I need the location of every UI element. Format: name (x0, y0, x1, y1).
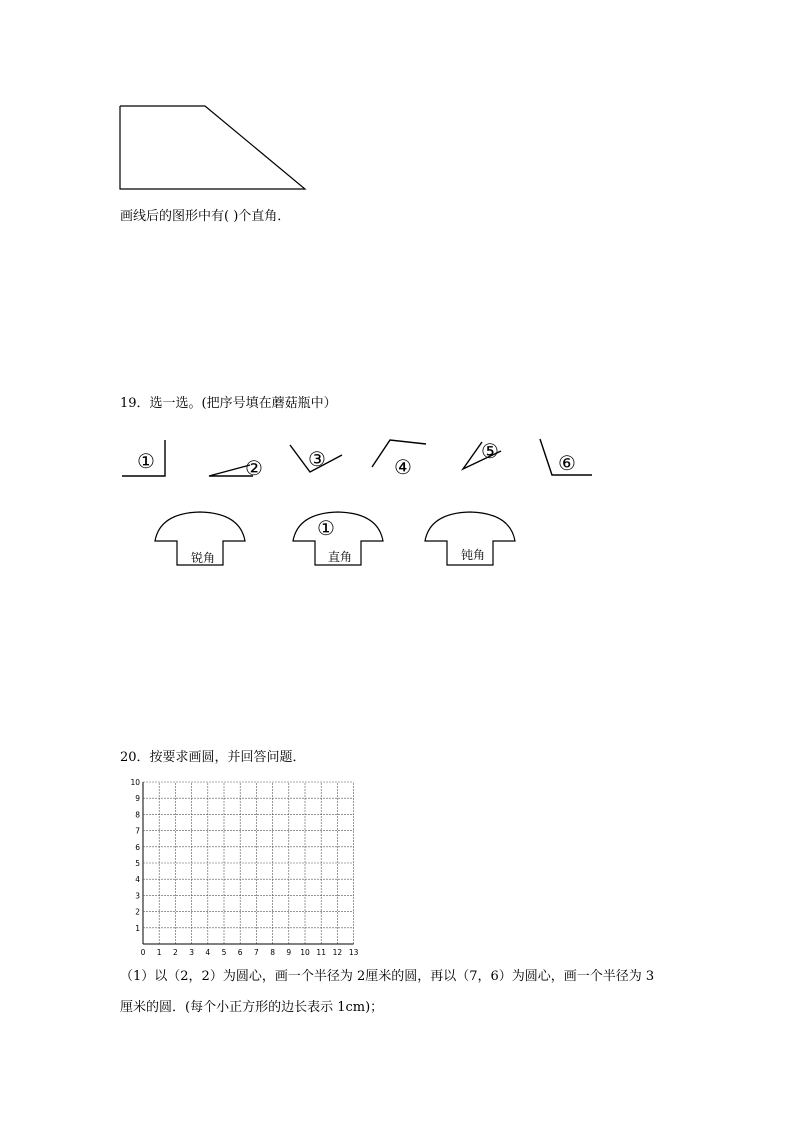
y-tick-label: 7 (135, 826, 140, 836)
y-axis-tick-labels (130, 778, 140, 933)
angle-figures (110, 430, 610, 490)
x-tick-label: 4 (205, 948, 211, 957)
y-tick-label: 3 (135, 891, 140, 901)
angle-3-label: ③ (308, 447, 326, 471)
angle-4[interactable] (372, 440, 426, 479)
angle-1-label: ① (137, 449, 155, 473)
angle-6[interactable] (540, 439, 592, 475)
trapezoid-figure (110, 95, 320, 200)
x-tick-label: 3 (189, 948, 194, 957)
mushroom-obtuse-label: 钝角 (460, 548, 486, 562)
y-tick-label: 10 (130, 778, 140, 787)
x-tick-label: 0 (140, 948, 146, 957)
angle-6-label: ⑥ (558, 451, 576, 475)
x-tick-label: 12 (332, 948, 343, 957)
q18-caption: 画线后的图形中有( )个直角． (120, 209, 291, 224)
y-tick-label: 1 (135, 923, 140, 933)
x-tick-label: 8 (270, 948, 275, 957)
y-tick-label: 8 (135, 810, 140, 820)
angle-4-label: ④ (394, 455, 412, 479)
y-tick-label: 9 (135, 794, 140, 804)
mushroom-acute-label: 锐角 (190, 551, 216, 565)
mushroom-right[interactable] (293, 512, 383, 565)
coordinate-grid[interactable] (128, 774, 364, 960)
x-tick-label: 6 (237, 948, 243, 957)
angle-3[interactable] (290, 445, 342, 472)
q20-instruction-line1: （1）以（2，2）为圆心，画一个半径为 2厘米的圆，再以（7，6）为圆心，画一个半径为 3 (120, 969, 655, 984)
y-tick-label: 2 (135, 907, 140, 917)
q19-title: 19．选一选。(把序号填在蘑菇瓶中） (120, 396, 337, 411)
x-tick-label: 10 (300, 948, 310, 957)
x-tick-label: 7 (254, 948, 259, 957)
y-tick-label: 5 (135, 859, 140, 868)
angle-2[interactable] (209, 456, 263, 480)
mushroom-obtuse[interactable] (425, 512, 515, 565)
x-tick-label: 9 (286, 948, 292, 957)
x-tick-label: 1 (156, 948, 162, 957)
mushroom-right-label: 直角 (327, 550, 353, 564)
mushroom-acute[interactable] (155, 512, 245, 565)
x-tick-label: 13 (348, 948, 359, 957)
mushroom-right-answer: ① (317, 516, 335, 540)
angle-2-label: ② (245, 456, 263, 480)
x-tick-label: 2 (173, 948, 178, 957)
y-tick-label: 6 (135, 842, 140, 852)
mushroom-bottles (145, 505, 535, 580)
y-tick-label: 4 (135, 875, 140, 885)
trapezoid-outline (120, 106, 305, 189)
x-tick-label: 11 (316, 948, 326, 957)
x-axis-tick-labels (141, 948, 359, 957)
q20-instruction-line2: 厘米的圆．(每个小正方形的边长表示 1cm)； (120, 1000, 384, 1015)
angle-5[interactable] (463, 439, 501, 469)
q20-title: 20．按要求画圆，并回答问题． (120, 750, 306, 765)
angle-5-label: ⑤ (481, 439, 499, 463)
angle-1[interactable] (122, 440, 165, 476)
grid-lines (143, 782, 354, 944)
x-tick-label: 5 (221, 948, 227, 957)
